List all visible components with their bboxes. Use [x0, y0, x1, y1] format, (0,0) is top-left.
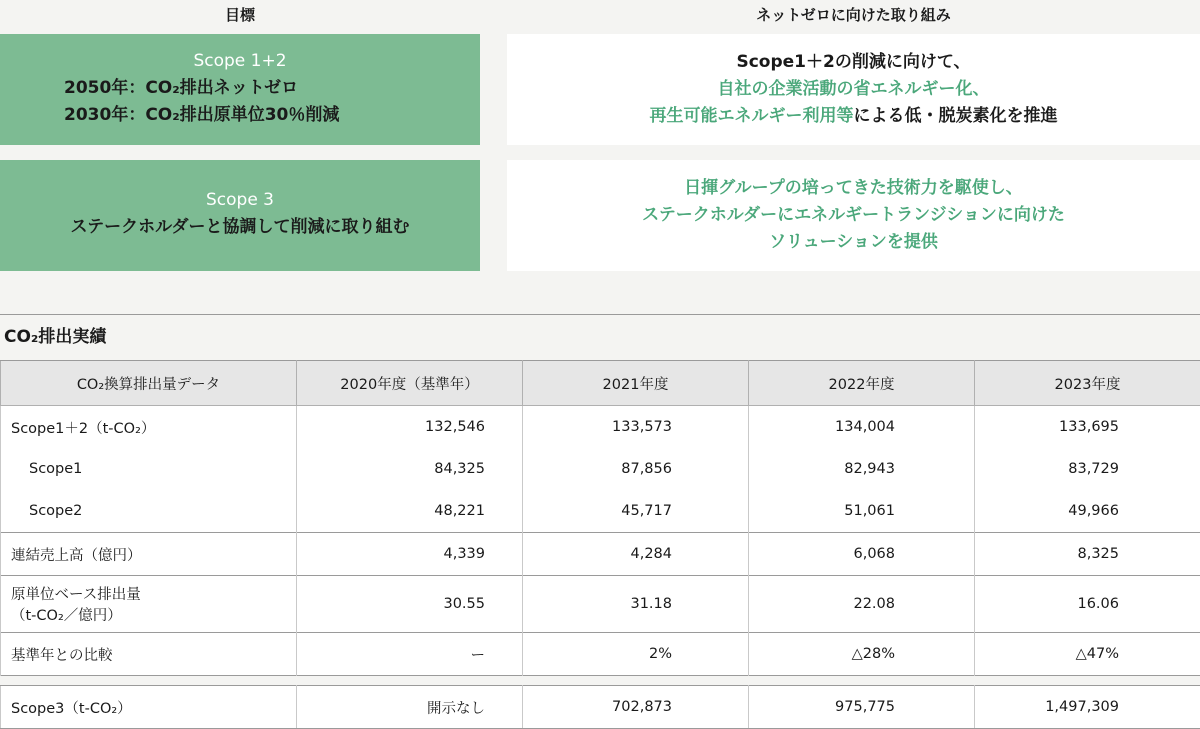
goal-scope12-box — [0, 34, 480, 145]
cell-value: 133,695 — [975, 406, 1200, 449]
row-label: 連結売上高（億円） — [1, 533, 297, 576]
table-row — [1, 633, 1200, 676]
goal-2050-text: 2050年：CO₂排出ネットゼロ — [0, 75, 480, 102]
initiative-scope3-box — [507, 160, 1200, 271]
row-label: Scope2 — [1, 490, 297, 533]
row-label: Scope1＋2（t-CO₂） — [1, 406, 297, 449]
section-title: CO₂排出実績 — [4, 322, 106, 347]
table-row — [1, 533, 1200, 576]
cell-value: 83,729 — [975, 448, 1200, 490]
cell-value: 4,284 — [523, 533, 749, 576]
cell-value: △28% — [749, 633, 975, 676]
goal-header: 目標 — [0, 4, 480, 25]
table-row — [1, 576, 1200, 633]
cell-value: 4,339 — [297, 533, 523, 576]
column-header: 2020年度（基準年） — [297, 361, 523, 406]
cell-value: 6,068 — [749, 533, 975, 576]
cell-value: 45,717 — [523, 490, 749, 533]
initiative2-line3: ソリューションを提供 — [507, 229, 1200, 256]
column-header: 2021年度 — [523, 361, 749, 406]
column-header: CO₂換算排出量データ — [1, 361, 297, 406]
cell-value: △47% — [975, 633, 1200, 676]
cell-value: 16.06 — [975, 576, 1200, 633]
section-divider — [0, 314, 1200, 315]
gap-cell — [297, 676, 523, 686]
initiative-header: ネットゼロに向けた取り組み — [507, 4, 1200, 25]
gap-cell — [975, 676, 1200, 686]
initiative2-line2: ステークホルダーにエネルギートランジションに向けた — [507, 202, 1200, 229]
initiative-scope12-box — [507, 34, 1200, 145]
initiative1-line3-dark: による低・脱炭素化を推進 — [854, 106, 1058, 126]
cell-value: 22.08 — [749, 576, 975, 633]
goal-scope3-title: Scope 3 — [0, 190, 480, 210]
cell-value: 2% — [523, 633, 749, 676]
cell-value: 8,325 — [975, 533, 1200, 576]
cell-value: 132,546 — [297, 406, 523, 449]
goal-2030-text: 2030年：CO₂排出原単位30％削減 — [0, 102, 480, 129]
cell-value: 30.55 — [297, 576, 523, 633]
goal-scope12-title: Scope 1+2 — [0, 51, 480, 71]
row-label-line1: 原単位ベース排出量 — [11, 583, 286, 604]
row-label — [1, 576, 297, 633]
cell-value: 134,004 — [749, 406, 975, 449]
gap-cell — [523, 676, 749, 686]
table-row — [1, 448, 1200, 490]
cell-value: 975,775 — [749, 686, 975, 729]
cell-value: 1,497,309 — [975, 686, 1200, 729]
cell-value: ー — [297, 633, 523, 676]
table-row — [1, 406, 1200, 449]
cell-value: 開示なし — [297, 686, 523, 729]
table-row — [1, 490, 1200, 533]
cell-value: 702,873 — [523, 686, 749, 729]
initiative1-line3 — [507, 103, 1200, 130]
cell-value: 82,943 — [749, 448, 975, 490]
table-gap — [1, 676, 1200, 686]
initiative1-line3-green: 再生可能エネルギー利用等 — [650, 106, 854, 126]
emissions-table — [0, 360, 1200, 729]
cell-value: 51,061 — [749, 490, 975, 533]
cell-value: 84,325 — [297, 448, 523, 490]
initiative2-line1: 日揮グループの培ってきた技術力を駆使し、 — [507, 175, 1200, 202]
column-header: 2022年度 — [749, 361, 975, 406]
gap-cell — [749, 676, 975, 686]
cell-value: 133,573 — [523, 406, 749, 449]
table-header-row — [1, 361, 1200, 406]
gap-cell — [1, 676, 297, 686]
initiative1-line1: Scope1＋2の削減に向けて、 — [507, 49, 1200, 76]
cell-value: 49,966 — [975, 490, 1200, 533]
row-label: Scope3（t-CO₂） — [1, 686, 297, 729]
cell-value: 48,221 — [297, 490, 523, 533]
cell-value: 31.18 — [523, 576, 749, 633]
cell-value: 87,856 — [523, 448, 749, 490]
row-label-line2: （t-CO₂／億円） — [11, 604, 286, 625]
initiative1-line2: 自社の企業活動の省エネルギー化、 — [507, 76, 1200, 103]
goal-scope3-box — [0, 160, 480, 271]
column-header: 2023年度 — [975, 361, 1200, 406]
goal-scope3-text: ステークホルダーと協調して削減に取り組む — [0, 214, 480, 241]
row-label: Scope1 — [1, 448, 297, 490]
table-row — [1, 686, 1200, 729]
row-label: 基準年との比較 — [1, 633, 297, 676]
